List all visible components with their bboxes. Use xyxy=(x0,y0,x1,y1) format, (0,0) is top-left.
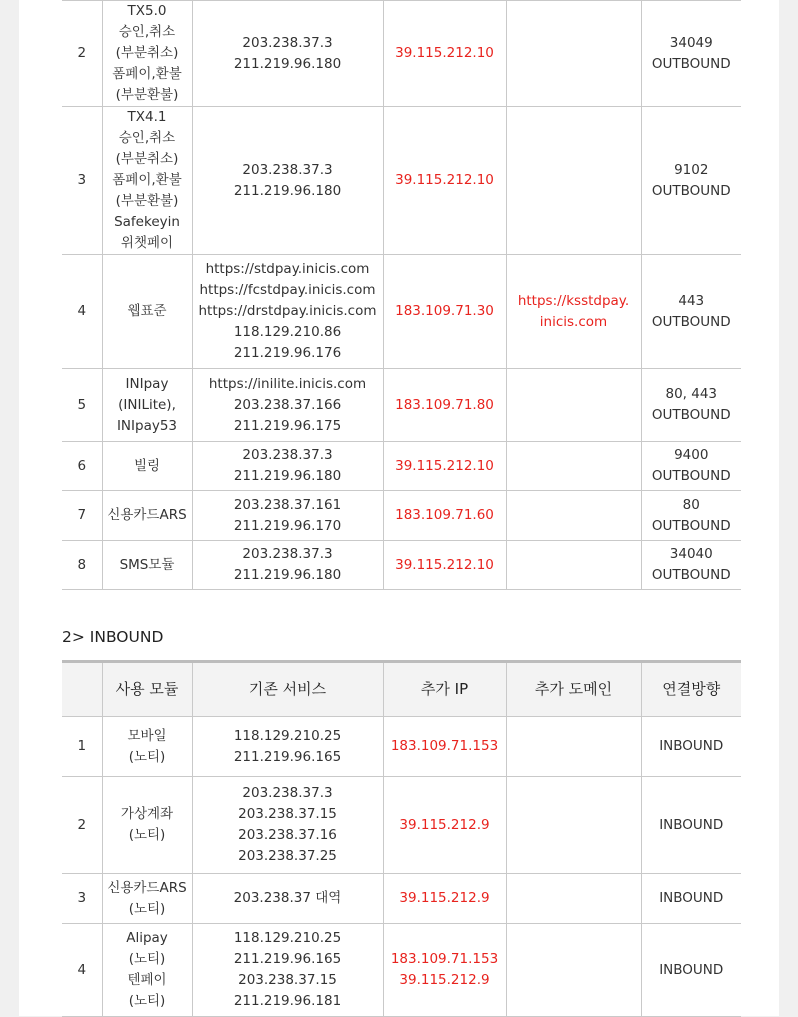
added-domain-cell xyxy=(506,107,641,255)
header-added-domain: 추가 도메인 xyxy=(506,662,641,717)
module-cell-line: (노티) xyxy=(128,951,166,967)
added-domain-cell xyxy=(506,777,641,874)
module-cell xyxy=(102,717,192,777)
outbound-row xyxy=(62,442,741,491)
row-number: 3 xyxy=(62,874,102,924)
added-ip-cell-line: 183.109.71.153 xyxy=(390,738,499,754)
existing-service-cell xyxy=(192,107,383,255)
existing-service-cell-line: 118.129.210.25 xyxy=(233,727,342,744)
module-cell xyxy=(102,1,192,107)
direction-cell-line: INBOUND xyxy=(659,890,724,906)
direction-cell xyxy=(641,541,741,590)
existing-service-cell-line: 118.129.210.25 xyxy=(233,930,342,946)
module-cell xyxy=(102,777,192,874)
added-domain-cell xyxy=(506,1,641,107)
existing-service-cell-line: 211.219.96.180 xyxy=(233,567,342,583)
existing-service-cell-line: 203.238.37.3 xyxy=(242,785,333,801)
added-domain-cell xyxy=(506,717,641,777)
existing-service-cell xyxy=(192,255,383,369)
direction-cell xyxy=(641,717,741,777)
module-cell-line: 모바일 xyxy=(127,727,167,744)
added-ip-cell-line: 183.109.71.60 xyxy=(395,507,494,523)
header-no xyxy=(62,662,102,717)
added-ip-cell xyxy=(383,107,506,255)
module-cell-line: (부분환불) xyxy=(115,87,179,103)
existing-service-cell-line: 203.238.37.166 xyxy=(233,396,342,413)
outbound-row xyxy=(62,255,741,369)
existing-service-cell xyxy=(192,777,383,874)
module-cell-line: (부분취소) xyxy=(115,151,179,167)
direction-cell xyxy=(641,924,741,1017)
row-number: 4 xyxy=(62,255,102,369)
module-cell xyxy=(102,491,192,541)
direction-cell-line: INBOUND xyxy=(659,961,724,978)
existing-service-cell-line: 211.219.96.176 xyxy=(233,345,342,361)
module-cell xyxy=(102,874,192,924)
header-added-ip: 추가 IP xyxy=(383,662,506,717)
direction-cell-line: 9400 xyxy=(674,447,709,463)
direction-cell xyxy=(641,491,741,541)
domain-link[interactable]: https://ksstdpay. xyxy=(517,292,630,309)
existing-service-cell xyxy=(192,442,383,491)
page-content xyxy=(19,0,779,1016)
inbound-table xyxy=(62,660,741,1017)
module-cell xyxy=(102,255,192,369)
added-ip-cell xyxy=(383,442,506,491)
module-cell-line: Safekeyin xyxy=(114,214,180,230)
added-ip-cell-line: 183.109.71.30 xyxy=(395,303,494,319)
added-domain-cell xyxy=(506,442,641,491)
row-number: 2 xyxy=(62,1,102,107)
module-cell-line: TX5.0 xyxy=(127,3,167,19)
existing-service-cell-line: 203.238.37.161 xyxy=(233,496,342,513)
module-cell-line: INIpay53 xyxy=(116,417,178,434)
outbound-row xyxy=(62,1,741,107)
added-domain-cell xyxy=(506,874,641,924)
module-cell-line: 위챗페이 xyxy=(120,235,174,251)
existing-service-cell-line: 211.219.96.180 xyxy=(233,182,342,199)
module-cell-line: (노티) xyxy=(128,748,166,765)
direction-cell xyxy=(641,777,741,874)
module-cell-line: (노티) xyxy=(128,993,166,1009)
added-domain-cell xyxy=(506,924,641,1017)
existing-service-cell xyxy=(192,369,383,442)
added-ip-cell xyxy=(383,491,506,541)
row-number: 8 xyxy=(62,541,102,590)
module-cell-line: (부분환불) xyxy=(115,193,179,209)
added-ip-cell xyxy=(383,874,506,924)
direction-cell-line: 80, 443 xyxy=(665,386,718,402)
module-cell-line: INIpay xyxy=(125,375,169,392)
direction-cell xyxy=(641,369,741,442)
inbound-row xyxy=(62,874,741,924)
existing-service-cell xyxy=(192,1,383,107)
existing-service-cell xyxy=(192,491,383,541)
direction-cell-line: OUTBOUND xyxy=(651,468,731,484)
inbound-header-row xyxy=(62,662,741,717)
module-cell xyxy=(102,442,192,491)
added-ip-cell xyxy=(383,541,506,590)
outbound-row xyxy=(62,491,741,541)
direction-cell-line: OUTBOUND xyxy=(651,55,731,72)
module-cell-line: Alipay xyxy=(126,930,168,946)
added-ip-cell-line: 39.115.212.9 xyxy=(399,972,490,988)
direction-cell xyxy=(641,255,741,369)
direction-cell-line: 9102 xyxy=(674,161,709,178)
header-direction: 연결방향 xyxy=(641,662,741,717)
inbound-row xyxy=(62,924,741,1017)
added-ip-cell xyxy=(383,717,506,777)
module-cell-line: (INILite), xyxy=(118,396,176,413)
existing-service-cell-line: 203.238.37.15 xyxy=(238,972,337,988)
direction-cell-line: 34040 xyxy=(669,546,713,562)
header-existing-service: 기존 서비스 xyxy=(192,662,383,717)
direction-cell-line: 34049 xyxy=(669,34,713,51)
module-cell xyxy=(102,369,192,442)
header-module: 사용 모듈 xyxy=(102,662,192,717)
existing-service-cell-line: https://stdpay.inicis.com xyxy=(205,261,370,277)
added-ip-cell xyxy=(383,777,506,874)
inbound-section-title: 2> INBOUND xyxy=(62,628,164,646)
existing-service-cell-line: 203.238.37.15 xyxy=(238,806,337,822)
added-ip-cell-line: 39.115.212.9 xyxy=(399,890,490,906)
added-ip-cell-line: 39.115.212.10 xyxy=(395,457,494,474)
added-ip-cell-line: 39.115.212.10 xyxy=(395,172,494,188)
existing-service-cell xyxy=(192,541,383,590)
added-domain-cell xyxy=(506,541,641,590)
added-ip-cell xyxy=(383,255,506,369)
module-cell-line: SMS모듈 xyxy=(119,556,175,573)
existing-service-cell-line: 211.219.96.180 xyxy=(233,55,342,72)
row-number: 2 xyxy=(62,777,102,874)
existing-service-cell-line: 203.238.37.25 xyxy=(238,848,337,864)
existing-service-cell-line: 203.238.37.3 xyxy=(242,447,333,463)
direction-cell-line: 80 xyxy=(682,496,700,513)
direction-cell-line: INBOUND xyxy=(659,738,724,754)
existing-service-cell-line: 211.219.96.165 xyxy=(233,748,342,765)
inbound-row xyxy=(62,717,741,777)
module-cell-line: 신용카드ARS xyxy=(107,879,187,896)
module-cell-line: 승인,취소 xyxy=(118,24,176,40)
row-number: 1 xyxy=(62,717,102,777)
row-number: 4 xyxy=(62,924,102,1017)
existing-service-cell-line: 203.238.37.3 xyxy=(242,161,333,178)
existing-service-cell-line: 203.238.37.3 xyxy=(242,34,333,51)
added-domain-cell xyxy=(506,491,641,541)
module-cell-line: 폼페이,환불 xyxy=(112,66,182,82)
outbound-row xyxy=(62,541,741,590)
outbound-row xyxy=(62,369,741,442)
existing-service-cell-line: 211.219.96.181 xyxy=(233,993,342,1009)
module-cell-line: 승인,취소 xyxy=(118,130,176,146)
module-cell xyxy=(102,541,192,590)
added-ip-cell-line: 39.115.212.10 xyxy=(395,45,494,61)
direction-cell xyxy=(641,874,741,924)
added-ip-cell xyxy=(383,1,506,107)
module-cell xyxy=(102,924,192,1017)
added-ip-cell-line: 183.109.71.153 xyxy=(390,951,499,967)
direction-cell xyxy=(641,442,741,491)
row-number: 6 xyxy=(62,442,102,491)
row-number: 7 xyxy=(62,491,102,541)
row-number: 3 xyxy=(62,107,102,255)
added-domain-cell xyxy=(506,369,641,442)
domain-link[interactable]: inicis.com xyxy=(539,313,608,330)
module-cell-line: 웹표준 xyxy=(127,303,167,319)
direction-cell-line: OUTBOUND xyxy=(651,517,731,534)
module-cell-line: (노티) xyxy=(128,827,166,843)
direction-cell-line: OUTBOUND xyxy=(651,567,731,583)
outbound-table xyxy=(62,0,741,590)
existing-service-cell-line: https://inilite.inicis.com xyxy=(208,375,367,392)
added-ip-cell-line: 39.115.212.9 xyxy=(399,816,490,833)
existing-service-cell-line: 211.219.96.165 xyxy=(233,951,342,967)
existing-service-cell-line: https://fcstdpay.inicis.com xyxy=(199,282,376,298)
outbound-row xyxy=(62,107,741,255)
added-domain-cell xyxy=(506,255,641,369)
added-ip-cell xyxy=(383,369,506,442)
existing-service-cell-line: 203.238.37.16 xyxy=(238,827,337,843)
existing-service-cell xyxy=(192,717,383,777)
existing-service-cell xyxy=(192,924,383,1017)
module-cell-line: (노티) xyxy=(128,900,166,917)
module-cell-line: TX4.1 xyxy=(127,109,167,125)
added-ip-cell xyxy=(383,924,506,1017)
existing-service-cell-line: 203.238.37 대역 xyxy=(233,890,342,906)
module-cell-line: 폼페이,환불 xyxy=(112,172,182,188)
existing-service-cell-line: https://drstdpay.inicis.com xyxy=(198,303,377,319)
existing-service-cell-line: 211.219.96.170 xyxy=(233,517,342,534)
added-ip-cell-line: 183.109.71.80 xyxy=(395,396,494,413)
module-cell-line: 가상계좌 xyxy=(120,806,174,822)
added-ip-cell-line: 39.115.212.10 xyxy=(395,556,494,573)
row-number: 5 xyxy=(62,369,102,442)
existing-service-cell-line: 211.219.96.175 xyxy=(233,417,342,434)
direction-cell xyxy=(641,107,741,255)
module-cell-line: 텐페이 xyxy=(127,972,167,988)
module-cell-line: (부분취소) xyxy=(115,45,179,61)
direction-cell-line: OUTBOUND xyxy=(651,407,731,423)
existing-service-cell-line: 211.219.96.180 xyxy=(233,468,342,484)
existing-service-cell-line: 118.129.210.86 xyxy=(233,324,342,340)
inbound-row xyxy=(62,777,741,874)
direction-cell-line: 443 xyxy=(678,292,705,309)
direction-cell-line: OUTBOUND xyxy=(651,182,731,199)
module-cell-line: 신용카드ARS xyxy=(107,507,187,523)
direction-cell-line: OUTBOUND xyxy=(651,313,731,330)
existing-service-cell xyxy=(192,874,383,924)
module-cell xyxy=(102,107,192,255)
existing-service-cell-line: 203.238.37.3 xyxy=(242,546,333,562)
direction-cell-line: INBOUND xyxy=(659,816,724,833)
module-cell-line: 빌링 xyxy=(133,457,161,474)
direction-cell xyxy=(641,1,741,107)
